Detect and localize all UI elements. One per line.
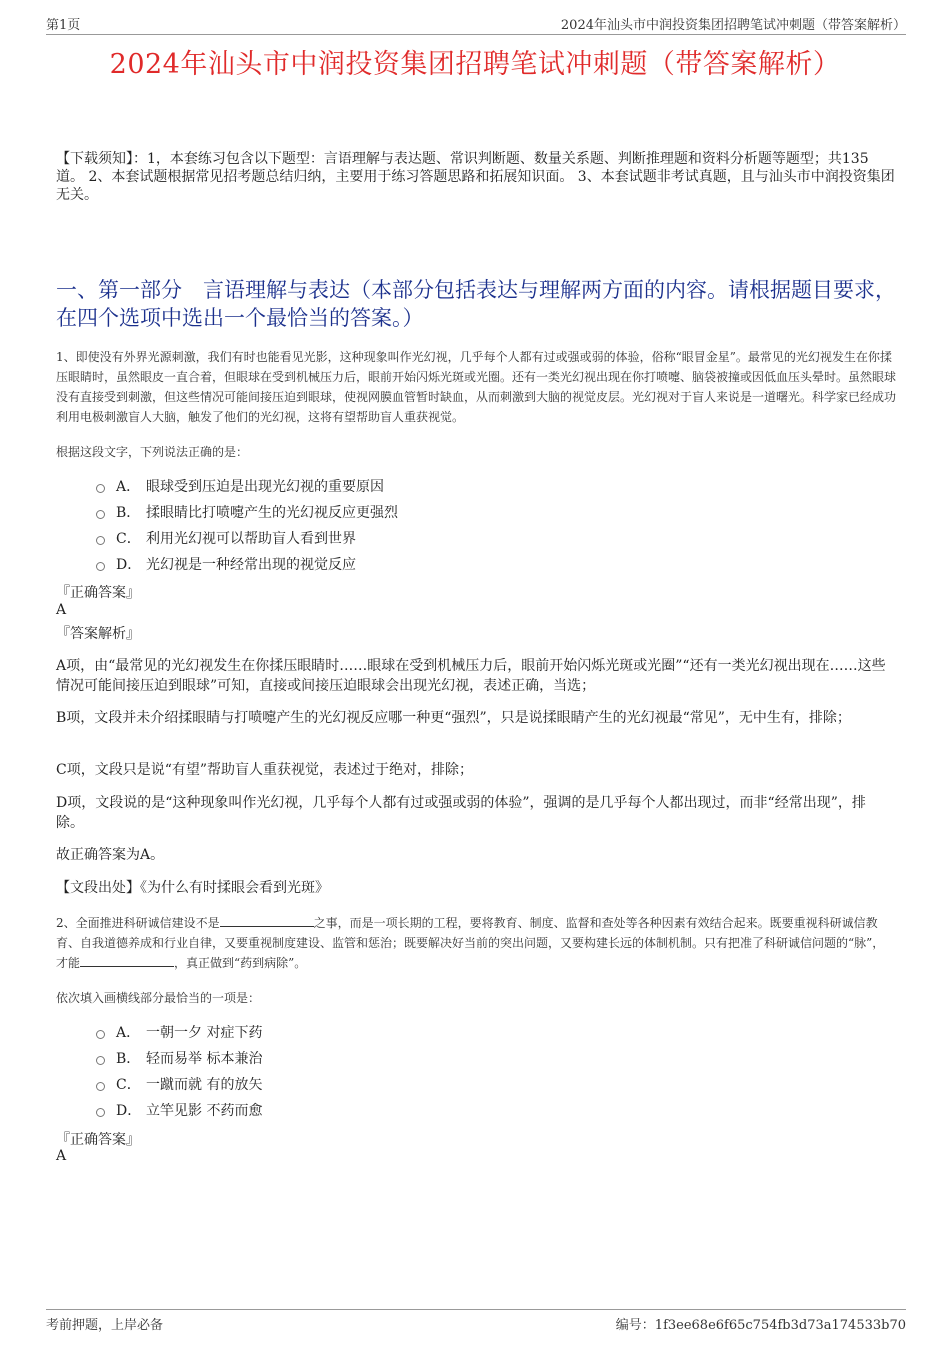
answer-value: A (56, 1148, 67, 1164)
answer-value: A (56, 602, 67, 618)
question-2-prompt: 依次填入画横线部分最恰当的一项是： (56, 991, 261, 1005)
passage-source: 【文段出处】《为什么有时揉眼会看到光斑》 (56, 880, 329, 896)
header-doc-title: 2024年汕头市中润投资集团招聘笔试冲刺题（带答案解析） (560, 18, 906, 33)
option-c[interactable]: C． 利用光幻视可以帮助盲人看到世界 (96, 525, 398, 551)
radio-icon[interactable] (96, 484, 105, 493)
radio-icon[interactable] (96, 1108, 105, 1117)
section-title: 一、第一部分 言语理解与表达（本部分包括表达与理解两方面的内容。请根据题目要求，在四个选项中选出一个最恰当的答案。） (56, 278, 896, 330)
option-c[interactable]: C． 一蹴而就 有的放矢 (96, 1071, 262, 1097)
analysis-d: D项，文段说的是“这种现象叫作光幻视，几乎每个人都有过或强或弱的体验”，强调的是几乎每个人都出现过，而非“经常出现”，排除。 (56, 795, 866, 831)
document-title: 2024年汕头市中润投资集团招聘笔试冲刺题（带答案解析） (109, 49, 841, 80)
option-b[interactable]: B． 轻而易举 标本兼治 (96, 1045, 262, 1071)
radio-icon[interactable] (96, 1056, 105, 1065)
analysis-conclusion: 故正确答案为A。 (56, 847, 165, 863)
answer-label: 『正确答案』 (56, 585, 140, 601)
question-1-passage: 1、即使没有外界光源刺激，我们有时也能看见光影，这种现象叫作光幻视，几乎每个人都有过或强或弱的体验，俗称“眼冒金星”。最常见的光幻视发生在你揉压眼睛时，虽然眼皮一直合着，但眼球在受到机械压力后，眼前开始闪烁光斑或光圈。还有一类光幻视出现在你打喷嚏、脑袋被撞或因低血压头晕时。虽然眼球没有直接受到刺激，但这些情况可能间接压迫到眼球，使视网膜血管暂时缺血，从而刺激到大脑的视觉皮层。光幻视对于盲人来说是一道曙光。科学家已经成功利用电极刺激盲人大脑，触发了他们的光幻视，这将有望帮助盲人重获视觉。 (56, 350, 897, 424)
page-header (46, 14, 906, 35)
question-2-passage: 2、全面推进科研诚信建设不是 之事，而是一项长期的工程，要将教育、制度、监督和查处等各种因素有效结合起来。既要重视科研诚信教育、自我道德养成和行业自律，又要重视制度建设、监管和惩治；既要解决好当前的突出问题，又要构建长远的体制机制。只有把准了科研诚信问题的“脉”，才能 ，真正做到“药到病除”。 (56, 916, 885, 970)
question-1-options (96, 473, 398, 577)
analysis-label: 『答案解析』 (56, 626, 140, 642)
answer-label: 『正确答案』 (56, 1132, 140, 1148)
option-a[interactable]: A． 眼球受到压迫是出现光幻视的重要原因 (96, 473, 398, 499)
analysis-b: B项，文段并未介绍揉眼睛与打喷嚏产生的光幻视反应哪一种更“强烈”，只是说揉眼睛产生的光幻视最“常见”，无中生有，排除； (56, 710, 851, 726)
option-b[interactable]: B． 揉眼睛比打喷嚏产生的光幻视反应更强烈 (96, 499, 398, 525)
fill-blank-2 (80, 954, 174, 967)
download-notice: 【下载须知】：1，本套练习包含以下题型：言语理解与表达题、常识判断题、数量关系题、判断推理题和资料分析题等题型；共135道。 2、本套试题根据常见招考题总结归纳，主要用于练习答题思路和拓展知识面。 3、本套试题非考试真题，且与汕头市中润投资集团无关。 (56, 151, 895, 203)
document-code: 编号：1f3ee68e6f65c754fb3d73a174533b70 (615, 1318, 906, 1333)
fill-blank-1 (220, 914, 314, 927)
radio-icon[interactable] (96, 1030, 105, 1039)
option-d[interactable]: D． 光幻视是一种经常出现的视觉反应 (96, 551, 398, 577)
radio-icon[interactable] (96, 510, 105, 519)
option-d[interactable]: D． 立竿见影 不药而愈 (96, 1097, 262, 1123)
radio-icon[interactable] (96, 1082, 105, 1091)
analysis-a: A项，由“最常见的光幻视发生在你揉压眼睛时……眼球在受到机械压力后，眼前开始闪烁光斑或光圈”“还有一类光幻视出现在……这些情况可能间接压迫到眼球”可知，直接或间接压迫眼球会出现光幻视，表述正确，当选； (56, 658, 886, 694)
question-1-prompt: 根据这段文字，下列说法正确的是： (56, 445, 249, 459)
radio-icon[interactable] (96, 562, 105, 571)
question-2-options (96, 1019, 262, 1123)
page-number: 第1页 (46, 18, 81, 33)
radio-icon[interactable] (96, 536, 105, 545)
footer-slogan: 考前押题，上岸必备 (46, 1318, 164, 1333)
analysis-c: C项，文段只是说“有望”帮助盲人重获视觉，表述过于绝对，排除； (56, 762, 474, 778)
option-a[interactable]: A． 一朝一夕 对症下药 (96, 1019, 262, 1045)
page-footer (46, 1309, 906, 1333)
